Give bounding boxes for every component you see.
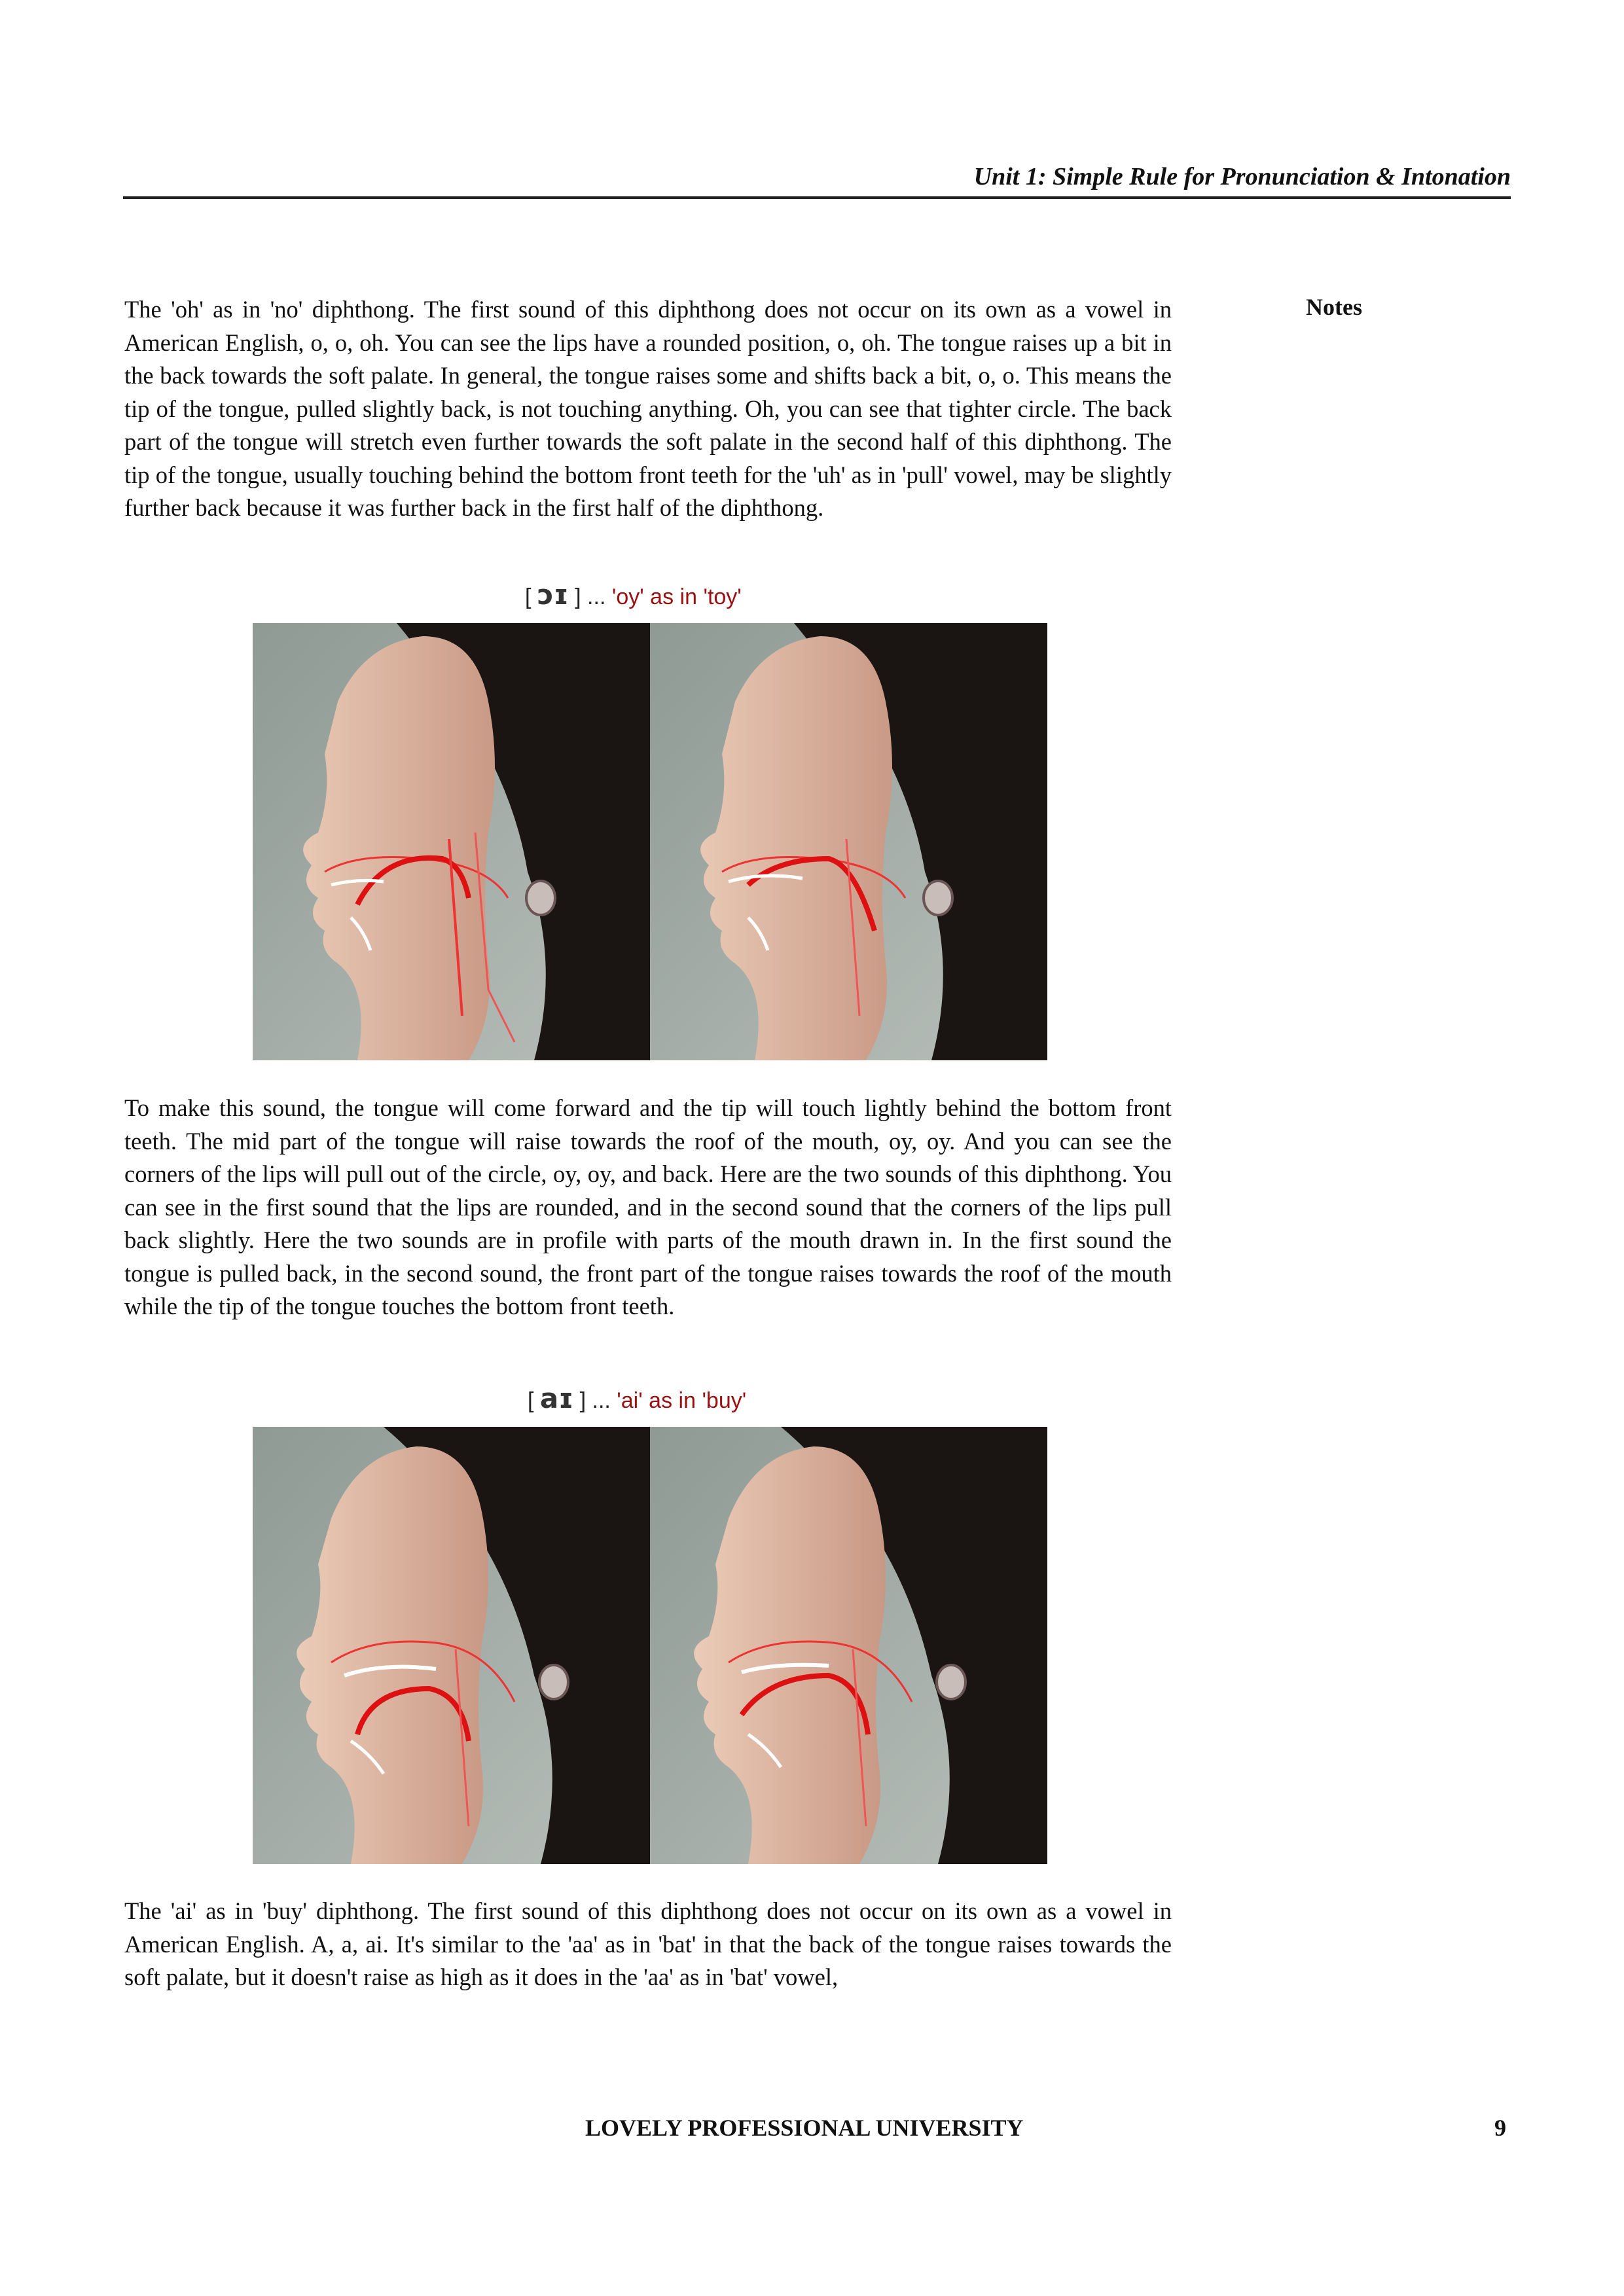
paragraph-oh-diphthong: The 'oh' as in 'no' diphthong. The first sound of this diphthong does not occur on its own as a vowel in American English, o, o, oh. You can see the lips have a rounded position, o, oh. The tongue raises up a bit in the back towards the soft palate. In general, the tongue raises some and shifts back a bit, o, o. This means the tip of the tongue, pulled slightly back, is not touching anything. Oh, you can see that tighter circle. The back part of the tongue will stretch even further towards the soft palate in the second half of this diphthong. The tip of the tongue, usually touching behind the bottom front teeth for the 'uh' as in 'pull' vowel, may be slightly further back because it was further back in the first half of the diphthong. [124, 296, 1172, 521]
notes-label: Notes [1306, 294, 1362, 320]
header-title: Unit 1: Simple Rule for Pronunciation & Intonation [973, 163, 1511, 190]
oy-profile-photos [253, 623, 1047, 1060]
paragraph-ai-diphthong: The 'ai' as in 'buy' diphthong. The first sound of this diphthong does not occur on its own as a vowel in American English. A, a, ai. It's similar to the 'aa' as in 'bat' in that the back of the tongue raises towards the soft palate, but it doesn't raise as high as it does in the 'aa' as in 'bat' vowel, [124, 1897, 1172, 1990]
page-number: 9 [1494, 2115, 1506, 2141]
figure-caption-oy [525, 579, 742, 611]
caption-label: 'ai' as in 'buy' [617, 1388, 747, 1413]
caption-open-bracket: [ [525, 584, 537, 609]
ipa-symbol: ɔɪ [537, 579, 569, 611]
oy-photo-right [650, 623, 1047, 1060]
footer-university: LOVELY PROFESSIONAL UNIVERSITY [585, 2115, 1024, 2141]
ai-profile-photos [253, 1427, 1047, 1864]
caption-label: 'oy' as in 'toy' [611, 584, 742, 609]
caption-open-bracket: [ [528, 1388, 540, 1413]
ai-photo-right [650, 1427, 1047, 1864]
ipa-symbol: aɪ [539, 1382, 574, 1414]
running-header [123, 162, 1511, 199]
ai-photo-left [253, 1427, 650, 1864]
caption-close-bracket: ] ... [568, 584, 612, 609]
caption-close-bracket: ] ... [573, 1388, 617, 1413]
paragraph-oy-diphthong: To make this sound, the tongue will come forward and the tip will touch lightly behind the bottom front teeth. The mid part of the tongue will raise towards the roof of the mouth, oy, oy. And you can see the corners of the lips will pull out of the circle, oy, oy, and back. Here are the two sounds of this diphthong. You can see in the first sound that the lips are rounded, and in the second sound that the corners of the lips pull back slightly. Here the two sounds are in profile with parts of the mouth drawn in. In the first sound the tongue is pulled back, in the second sound, the front part of the tongue raises towards the roof of the mouth while the tip of the tongue touches the bottom front teeth. [124, 1094, 1172, 1319]
oy-photo-left [253, 623, 650, 1060]
figure-caption-ai [528, 1382, 746, 1414]
